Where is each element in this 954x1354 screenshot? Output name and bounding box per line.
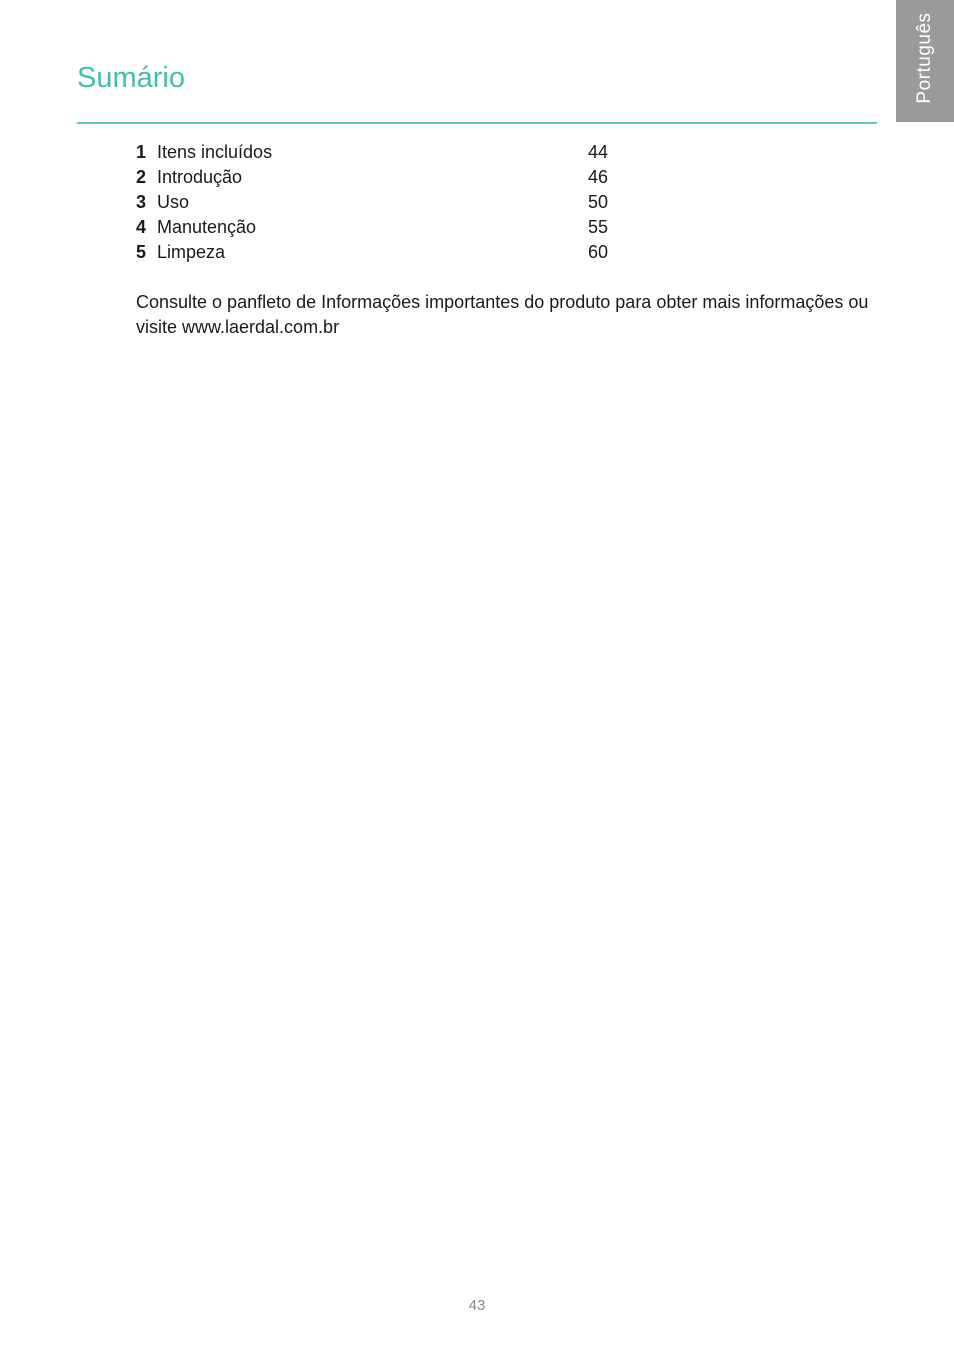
toc-entry-label: Limpeza: [157, 242, 226, 262]
toc-entry-label: Uso: [157, 192, 190, 212]
toc-entry-number: 3: [136, 192, 147, 212]
toc-entry-label: Manutenção: [157, 217, 257, 237]
page-number: 43: [468, 1297, 486, 1314]
toc-entry-number: 4: [136, 217, 147, 237]
language-tab-label: Português: [914, 12, 935, 104]
info-note: Consulte o panfleto de Informações importantes do produto para obter mais informações ou visite www.laerdal.com.br: [136, 292, 869, 337]
toc-entry[interactable]: [136, 190, 616, 215]
title-divider: [77, 122, 877, 124]
toc-entry-number: 5: [136, 242, 147, 262]
page-title: Sumário: [77, 62, 185, 94]
table-of-contents: [136, 140, 616, 265]
toc-entry-page: 44: [588, 142, 609, 162]
toc-entry[interactable]: [136, 140, 616, 165]
toc-entry-number: 2: [136, 167, 147, 187]
toc-entry-label: Itens incluídos: [157, 142, 273, 162]
toc-entry[interactable]: [136, 215, 616, 240]
toc-entry-label: Introdução: [157, 167, 243, 187]
toc-entry-page: 50: [588, 192, 609, 212]
language-tab: [896, 0, 954, 122]
toc-entry-number: 1: [136, 142, 147, 162]
toc-entry-page: 60: [588, 242, 609, 262]
toc-entry-page: 55: [588, 217, 609, 237]
toc-entry-page: 46: [588, 167, 609, 187]
toc-entry[interactable]: [136, 165, 616, 190]
toc-entry[interactable]: [136, 240, 616, 265]
